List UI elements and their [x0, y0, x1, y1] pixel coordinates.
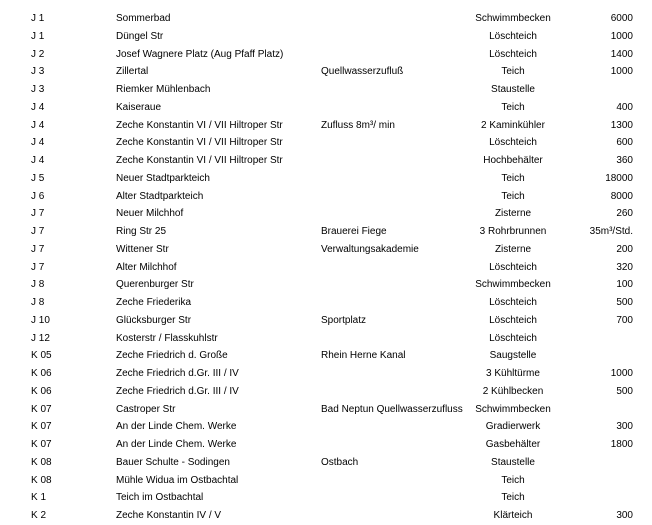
row-code: J 7 [31, 261, 45, 273]
row-note: Brauerei Fiege [321, 226, 387, 237]
row-value: 700 [616, 314, 633, 326]
row-name: Querenburger Str [116, 279, 194, 291]
table-row [0, 330, 652, 348]
row-note: Ostbach [321, 456, 359, 468]
row-type: Saugstelle [489, 350, 537, 362]
row-type: Schwimmbecken [475, 403, 551, 415]
row-code: J 7 [31, 226, 45, 237]
row-name: Zeche Friederika [116, 297, 192, 308]
row-code: J 8 [31, 297, 45, 308]
row-value: 300 [616, 421, 633, 433]
row-name: Zeche Friedrich d. Große [116, 350, 228, 362]
row-type: 2 Kaminkühler [481, 119, 545, 131]
row-code: J 4 [31, 119, 45, 131]
row-type: 3 Kühltürme [486, 368, 540, 379]
row-name: Glücksburger Str [116, 314, 192, 326]
row-value: 1000 [610, 66, 633, 78]
row-type: Teich [501, 492, 525, 504]
row-type: Löschteich [489, 297, 537, 308]
row-code: J 3 [31, 84, 45, 95]
table-row [0, 365, 652, 383]
row-code: K 2 [31, 510, 47, 521]
row-type: 2 Kühlbecken [482, 385, 544, 397]
row-code: J 10 [31, 314, 50, 326]
table-row [0, 276, 652, 294]
row-value: 260 [616, 208, 633, 220]
row-value: 6000 [610, 13, 633, 24]
table-row [0, 418, 652, 436]
row-type: Zisterne [494, 243, 532, 255]
row-value: 100 [616, 279, 633, 291]
row-value: 1400 [610, 48, 633, 60]
row-value: 600 [616, 137, 633, 149]
row-code: J 7 [31, 243, 45, 255]
row-value: 500 [616, 297, 633, 308]
row-type: Löschteich [489, 314, 537, 326]
row-type: Hochbehälter [483, 155, 543, 166]
table-row [0, 489, 652, 507]
table-row [0, 312, 652, 330]
row-name: Neuer Milchhof [116, 208, 184, 220]
row-code: K 07 [31, 421, 52, 433]
table-row [0, 259, 652, 277]
row-type: Teich [501, 190, 525, 202]
row-type: Teich [501, 172, 525, 184]
row-code: K 05 [31, 350, 52, 362]
row-type: Gasbehälter [485, 439, 541, 450]
row-code: K 06 [31, 385, 52, 397]
row-name: Zeche Friedrich d.Gr. III / IV [116, 368, 239, 379]
table-row [0, 81, 652, 99]
row-name: Kaiseraue [116, 101, 162, 113]
row-value: 360 [616, 155, 633, 166]
row-value: 35m³/Std. [589, 226, 633, 237]
table-row [0, 117, 652, 135]
row-name: Neuer Stadtparkteich [116, 172, 210, 184]
row-code: J 4 [31, 137, 45, 149]
row-note: Quellwasserzufluß [321, 66, 404, 78]
row-name: Josef Wagnere Platz (Aug Pfaff Platz) [116, 48, 284, 60]
row-name: Düngel Str [116, 30, 164, 42]
row-type: Teich [501, 101, 525, 113]
row-note: Sportplatz [321, 314, 367, 326]
row-type: Gradierwerk [485, 421, 541, 433]
row-name: Mühle Widua im Ostbachtal [116, 474, 239, 486]
row-code: J 8 [31, 279, 45, 291]
row-code: J 1 [31, 13, 45, 24]
table-row [0, 46, 652, 64]
table-row [0, 134, 652, 152]
row-name: Alter Milchhof [116, 261, 177, 273]
row-name: Zeche Konstantin IV / V [116, 510, 222, 521]
row-type: Löschteich [489, 30, 537, 42]
row-type: Staustelle [491, 84, 535, 95]
table-row [0, 152, 652, 170]
row-code: J 4 [31, 101, 45, 113]
row-value: 1800 [610, 439, 633, 450]
table-row [0, 436, 652, 454]
row-value: 320 [616, 261, 633, 273]
row-name: Riemker Mühlenbach [116, 84, 211, 95]
row-name: Teich im Ostbachtal [116, 492, 204, 504]
table-row [0, 507, 652, 525]
table-row [0, 383, 652, 401]
row-value: 400 [616, 101, 633, 113]
table-row [0, 454, 652, 472]
row-type: Löschteich [489, 137, 537, 149]
row-type: Zisterne [494, 208, 532, 220]
row-note: Bad Neptun Quellwasserzufluss [321, 403, 463, 415]
row-code: K 06 [31, 368, 52, 379]
row-value: 200 [616, 243, 633, 255]
row-value: 500 [616, 385, 633, 397]
table-row [0, 99, 652, 117]
row-code: J 5 [31, 172, 45, 184]
row-code: J 2 [31, 48, 45, 60]
table-row [0, 347, 652, 365]
row-value: 8000 [610, 190, 633, 202]
row-value: 18000 [605, 172, 633, 184]
table-row [0, 205, 652, 223]
row-code: J 6 [31, 190, 45, 202]
row-code: J 3 [31, 66, 45, 78]
row-name: Castroper Str [116, 403, 176, 415]
row-value: 1300 [610, 119, 633, 131]
row-name: Sommerbad [116, 13, 171, 24]
row-name: Zeche Konstantin VI / VII Hiltroper Str [116, 119, 283, 131]
row-name: Ring Str 25 [116, 226, 167, 237]
row-code: J 12 [31, 332, 50, 344]
row-name: Alter Stadtparkteich [116, 190, 204, 202]
table-row [0, 472, 652, 490]
row-type: Löschteich [489, 48, 537, 60]
row-note: Verwaltungsakademie [321, 243, 419, 255]
row-name: Zillertal [116, 66, 149, 78]
row-code: J 4 [31, 155, 45, 166]
row-code: K 07 [31, 403, 52, 415]
table-row [0, 63, 652, 81]
row-type: 3 Rohrbrunnen [479, 226, 547, 237]
table-row [0, 223, 652, 241]
row-name: Bauer Schulte - Sodingen [116, 456, 230, 468]
row-code: K 07 [31, 439, 52, 450]
row-name: An der Linde Chem. Werke [116, 439, 237, 450]
row-name: Wittener Str [116, 243, 169, 255]
row-name: Kosterstr / Flasskuhlstr [116, 332, 218, 344]
row-name: An der Linde Chem. Werke [116, 421, 237, 433]
row-name: Zeche Friedrich d.Gr. III / IV [116, 385, 239, 397]
table-row [0, 170, 652, 188]
table-row [0, 294, 652, 312]
table-row [0, 10, 652, 28]
row-type: Löschteich [489, 261, 537, 273]
row-code: K 08 [31, 474, 52, 486]
row-code: K 08 [31, 456, 52, 468]
row-type: Schwimmbecken [475, 13, 551, 24]
row-type: Schwimmbecken [475, 279, 551, 291]
table-row [0, 188, 652, 206]
row-name: Zeche Konstantin VI / VII Hiltroper Str [116, 137, 283, 149]
row-note: Zufluss 8m³/ min [321, 119, 395, 131]
row-type: Klärteich [493, 510, 533, 521]
row-value: 300 [616, 510, 633, 521]
row-code: K 1 [31, 492, 47, 504]
table-row [0, 28, 652, 46]
table-row [0, 401, 652, 419]
row-name: Zeche Konstantin VI / VII Hiltroper Str [116, 155, 283, 166]
row-value: 1000 [610, 368, 633, 379]
row-code: J 1 [31, 30, 45, 42]
row-note: Rhein Herne Kanal [321, 350, 406, 362]
row-value: 1000 [610, 30, 633, 42]
row-type: Löschteich [489, 332, 537, 344]
row-type: Staustelle [491, 456, 535, 468]
table-row [0, 241, 652, 259]
row-code: J 7 [31, 208, 45, 220]
row-type: Teich [501, 66, 525, 78]
row-type: Teich [501, 474, 525, 486]
